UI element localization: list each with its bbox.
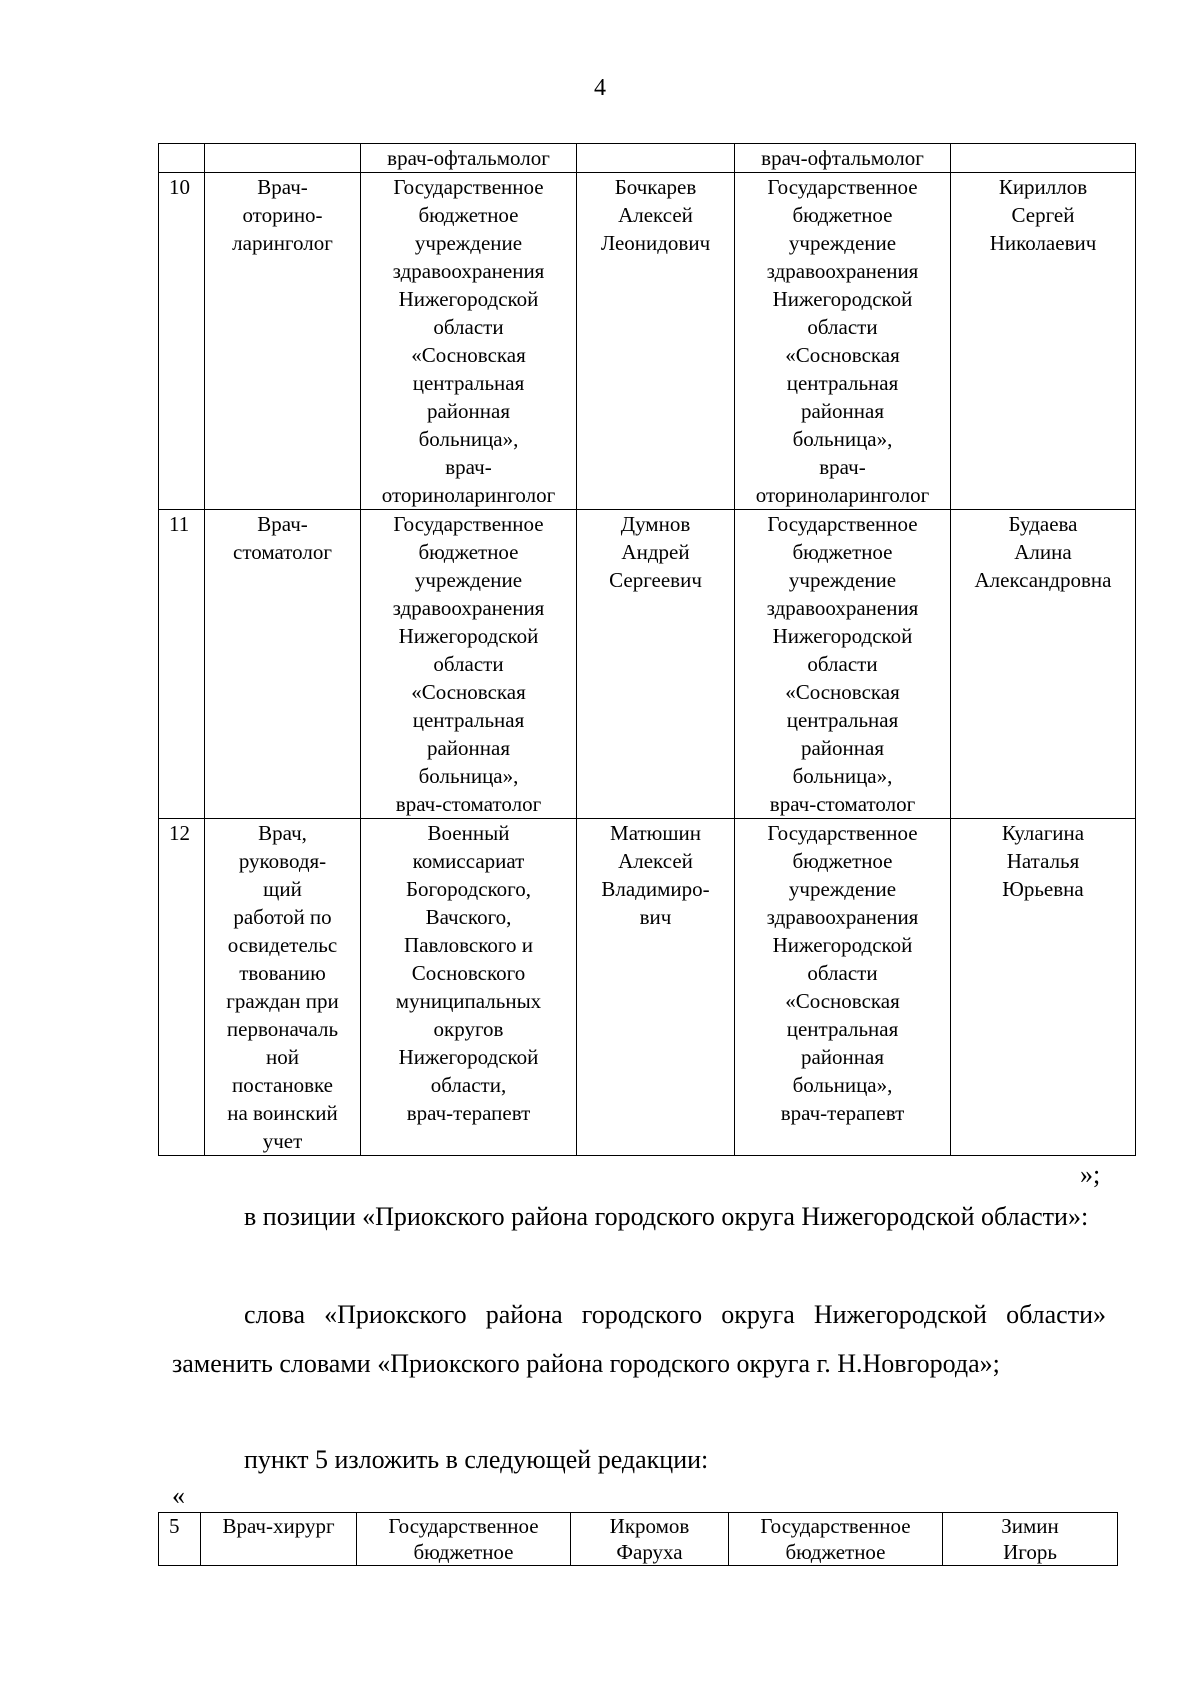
specialty-cell: Врач- оторино- ларинголог xyxy=(205,173,361,510)
page-number: 4 xyxy=(594,75,606,101)
doctor-name-cell: Думнов Андрей Сергеевич xyxy=(577,510,735,819)
row-number: 5 xyxy=(159,1513,201,1566)
opening-quote: « xyxy=(172,1481,185,1510)
reserve-name-cell: Зимин Игорь xyxy=(943,1513,1118,1566)
reserve-name-cell: Кириллов Сергей Николаевич xyxy=(951,173,1136,510)
reserve-organization-cell: Государственное бюджетное учреждение здравоохранения Нижегородской области «Сосновская центральная районная больница», врач-терапевт xyxy=(735,819,951,1156)
doctor-name-cell: Бочкарев Алексей Леонидович xyxy=(577,173,735,510)
specialty-cell xyxy=(205,144,361,173)
table-row xyxy=(159,173,1136,510)
table-row xyxy=(159,510,1136,819)
specialty-cell: Врач, руководя- щий работой по освидетельс твованию граждан при первоначаль ной постановке на воинский учет xyxy=(205,819,361,1156)
closing-quote: »; xyxy=(1080,1160,1101,1189)
table-row xyxy=(159,144,1136,173)
specialty-cell: Врач-хирург xyxy=(201,1513,357,1566)
row-number: 10 xyxy=(159,173,205,510)
paragraph-item-5: пункт 5 изложить в следующей редакции: xyxy=(244,1445,709,1474)
organization-cell: врач-офтальмолог xyxy=(361,144,577,173)
doctor-name-cell: Икромов Фаруха xyxy=(571,1513,729,1566)
organization-cell: Государственное бюджетное xyxy=(357,1513,571,1566)
reserve-name-cell: Будаева Алина Александровна xyxy=(951,510,1136,819)
table-row xyxy=(159,819,1136,1156)
reserve-name-cell xyxy=(951,144,1136,173)
doctor-name-cell xyxy=(577,144,735,173)
reserve-organization-cell: Государственное бюджетное учреждение здравоохранения Нижегородской области «Сосновская центральная районная больница», врач-стоматолог xyxy=(735,510,951,819)
commission-table xyxy=(158,143,1136,1156)
organization-cell: Государственное бюджетное учреждение здравоохранения Нижегородской области «Сосновская центральная районная больница», врач- оториноларинголог xyxy=(361,173,577,510)
specialty-cell: Врач- стоматолог xyxy=(205,510,361,819)
row-number: 12 xyxy=(159,819,205,1156)
row-number: 11 xyxy=(159,510,205,819)
reserve-name-cell: Кулагина Наталья Юрьевна xyxy=(951,819,1136,1156)
item-5-table xyxy=(158,1512,1118,1566)
reserve-organization-cell: Государственное бюджетное учреждение здравоохранения Нижегородской области «Сосновская центральная районная больница», врач- оториноларинголог xyxy=(735,173,951,510)
reserve-organization-cell: Государственное бюджетное xyxy=(729,1513,943,1566)
row-number xyxy=(159,144,205,173)
paragraph-replace-words: слова «Приокского района городского округа Нижегородской области» заменить словами «Приокского района городского округа г. Н.Новгорода»; xyxy=(172,1300,1106,1378)
organization-cell: Военный комиссариат Богородского, Вачского, Павловского и Сосновского муниципальных округов Нижегородской области, врач-терапевт xyxy=(361,819,577,1156)
organization-cell: Государственное бюджетное учреждение здравоохранения Нижегородской области «Сосновская центральная районная больница», врач-стоматолог xyxy=(361,510,577,819)
paragraph-position: в позиции «Приокского района городского округа Нижегородской области»: xyxy=(244,1202,1089,1231)
doctor-name-cell: Матюшин Алексей Владимиро- вич xyxy=(577,819,735,1156)
table-row xyxy=(159,1513,1118,1566)
reserve-organization-cell: врач-офтальмолог xyxy=(735,144,951,173)
